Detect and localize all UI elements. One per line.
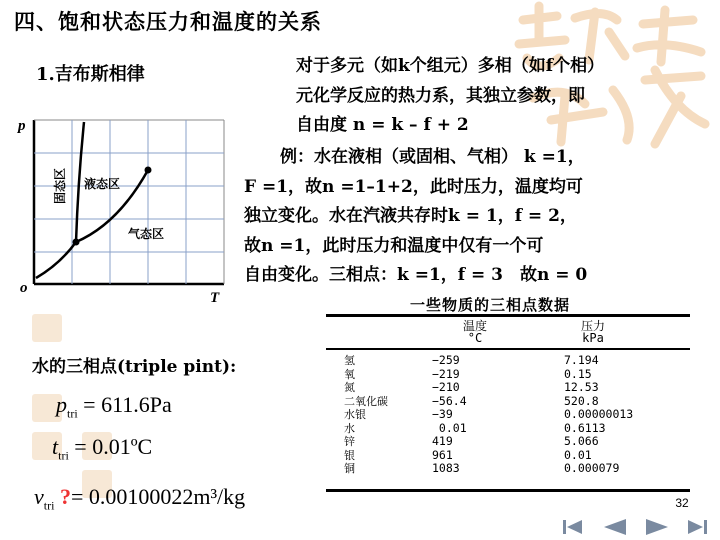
question-mark: ? [59, 484, 71, 509]
substance-name: 锌 [344, 435, 355, 448]
example-line: 独立变化。水在汽液共存时k = 1，f = 2， [244, 206, 577, 226]
phase-rule-paragraph [296, 52, 604, 141]
page-number: 32 [675, 496, 689, 510]
x-axis-label: T [210, 290, 220, 306]
pressure-subscript: tri [67, 406, 78, 421]
volume-value: = 0.00100022m³/kg [70, 484, 246, 509]
triple-temperature: 1083 [432, 461, 460, 475]
column-header-temperature-unit: °C [467, 331, 483, 345]
triple-pressure: 5.066 [564, 434, 599, 448]
table-row [326, 449, 690, 463]
table-row [326, 408, 690, 422]
y-axis-label: p [18, 118, 26, 134]
origin-label: o [20, 280, 28, 296]
column-header-pressure [558, 320, 628, 344]
triple-point-table [326, 294, 690, 492]
example-line: 故n =1，此时压力和温度中仅有一个可 [244, 235, 544, 256]
table-title: 一些物质的三相点数据 [410, 296, 571, 314]
prev-icon[interactable] [596, 516, 636, 538]
slide-navigation [548, 516, 718, 538]
triple-temperature: −39 [432, 407, 453, 421]
triple-pressure: 0.000079 [564, 461, 620, 475]
temperature-symbol: t [52, 434, 59, 459]
table-bottom-rule [326, 489, 690, 492]
phase-diagram [14, 112, 240, 308]
table-header-rule [326, 348, 690, 350]
triple-pressure: 12.53 [564, 380, 599, 394]
gas-region-label: 气态区 [128, 227, 165, 241]
triple-point-pressure [56, 392, 172, 421]
liquid-region-label: 液态区 [84, 177, 121, 191]
column-header-temperature-label: 温度 [462, 319, 487, 333]
substance-name: 水银 [344, 408, 366, 421]
pressure-symbol: p [56, 392, 67, 417]
triple-temperature: 0.01 [432, 420, 467, 435]
section-subtitle: 1.吉布斯相律 [36, 64, 145, 85]
triple-point-temperature [52, 434, 152, 463]
volume-symbol: v [34, 484, 44, 509]
triple-pressure: 7.194 [564, 353, 599, 367]
table-top-rule [326, 314, 690, 317]
substance-name: 银 [344, 448, 355, 462]
temperature-value: = 0.01ºC [74, 434, 153, 459]
example-line: 自由变化。三相点：k =1，f = 3 故n = 0 [244, 265, 588, 285]
column-header-temperature [450, 320, 500, 344]
table-body [326, 354, 690, 476]
substance-name: 氧 [344, 367, 355, 381]
substance-name: 水 [344, 421, 355, 435]
decorative-square [32, 314, 62, 342]
triple-temperature: 419 [432, 434, 453, 448]
critical-point-marker [145, 167, 152, 174]
triple-pressure: 0.15 [564, 366, 592, 381]
table-row [326, 435, 690, 449]
temperature-subscript: tri [58, 448, 69, 463]
substance-name: 氢 [344, 354, 355, 367]
next-icon[interactable] [636, 516, 676, 538]
pressure-value: = 611.6Pa [83, 392, 172, 417]
fusion-curve [76, 122, 84, 242]
triple-point-label: 水的三相点(triple pint): [32, 357, 237, 377]
column-header-pressure-unit: kPa [582, 331, 604, 345]
triple-pressure: 0.01 [564, 447, 592, 462]
slide-title: 四、饱和状态压力和温度的关系 [14, 10, 322, 34]
triple-temperature: −219 [432, 366, 460, 381]
phase-rule-line: 元化学反应的热力系，其独立参数，即 [296, 85, 585, 106]
table-row [326, 462, 690, 476]
substance-name: 氮 [344, 381, 355, 394]
triple-point-marker [73, 239, 80, 246]
solid-region-label: 固态区 [53, 167, 67, 204]
table-row [326, 422, 690, 436]
triple-point-volume [34, 484, 245, 513]
skip-first-icon[interactable] [554, 516, 594, 538]
substance-name: 二氧化碳 [344, 394, 388, 408]
triple-temperature: −259 [432, 353, 460, 367]
column-header-pressure-label: 压力 [580, 319, 605, 333]
example-paragraph [244, 143, 587, 291]
triple-temperature: −56.4 [432, 393, 467, 408]
phase-rule-line: 对于多元（如k个组元）多相（如f个相） [296, 56, 605, 76]
phase-rule-formula: 自由度 n = k – f + 2 [296, 115, 469, 135]
triple-temperature: −210 [432, 380, 460, 394]
skip-last-icon[interactable] [676, 516, 716, 538]
volume-subscript: tri [43, 498, 55, 513]
triple-pressure: 520.8 [564, 393, 599, 408]
table-row [326, 354, 690, 368]
triple-pressure: 0.6113 [564, 420, 606, 435]
table-row [326, 395, 690, 409]
sublimation-curve [36, 242, 76, 278]
table-row [326, 368, 690, 382]
table-row [326, 381, 690, 395]
example-line: F =1，故n =1–1+2，此时压力，温度均可 [244, 176, 583, 197]
triple-temperature: 961 [432, 447, 453, 462]
triple-pressure: 0.00000013 [564, 407, 634, 421]
substance-name: 铜 [344, 462, 355, 475]
example-line: 例：水在液相（或固相、气相） k =1， [280, 147, 585, 167]
